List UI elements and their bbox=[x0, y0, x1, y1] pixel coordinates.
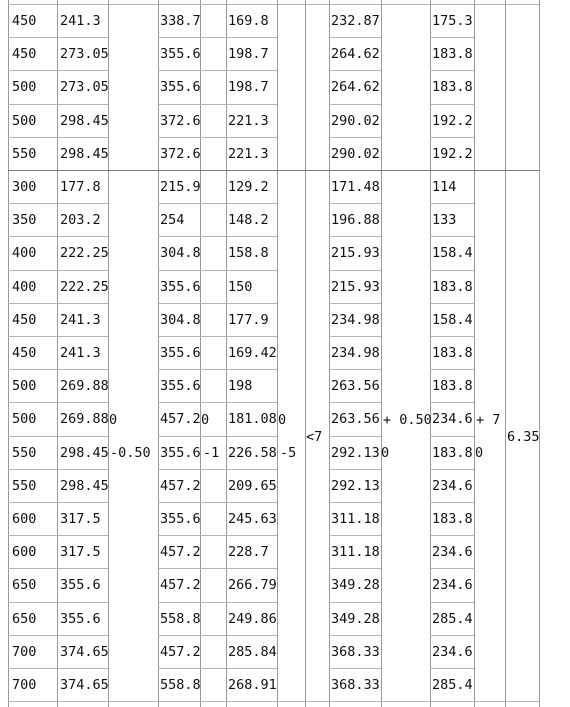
table-cell: 266.79 bbox=[228, 577, 277, 593]
row-divider bbox=[8, 502, 57, 503]
row-divider bbox=[329, 104, 381, 105]
row-divider bbox=[8, 303, 57, 304]
table-cell: 600 bbox=[12, 544, 37, 560]
table-cell: 500 bbox=[12, 113, 37, 129]
table-cell: 304.8 bbox=[160, 312, 201, 328]
table-cell: 355.6 bbox=[60, 577, 101, 593]
table-cell: 558.8 bbox=[160, 611, 201, 627]
table-cell: 158.8 bbox=[228, 245, 269, 261]
row-divider bbox=[430, 303, 474, 304]
row-divider bbox=[8, 668, 57, 669]
table-cell: 209.65 bbox=[228, 478, 277, 494]
row-divider bbox=[57, 635, 108, 636]
table-cell: 245.63 bbox=[228, 511, 277, 527]
table-cell: 350 bbox=[12, 212, 37, 228]
row-divider bbox=[158, 369, 200, 370]
table-cell: 457.2 bbox=[160, 411, 201, 427]
table-cell: 290.02 bbox=[331, 113, 380, 129]
table-cell: 171.48 bbox=[331, 179, 380, 195]
table-cell: 234.98 bbox=[331, 312, 380, 328]
row-divider bbox=[430, 203, 474, 204]
table-cell: 290.02 bbox=[331, 146, 380, 162]
table-cell: 400 bbox=[12, 279, 37, 295]
row-divider bbox=[158, 303, 200, 304]
row-divider bbox=[200, 502, 277, 503]
row-divider bbox=[329, 402, 381, 403]
row-divider bbox=[158, 668, 200, 669]
row-divider bbox=[200, 535, 277, 536]
row-divider bbox=[200, 668, 277, 669]
row-divider bbox=[329, 369, 381, 370]
row-divider bbox=[430, 668, 474, 669]
row-divider bbox=[430, 270, 474, 271]
table-cell: 183.8 bbox=[432, 445, 473, 461]
table-cell: 175.3 bbox=[432, 13, 473, 29]
table-cell: 264.62 bbox=[331, 79, 380, 95]
row-divider bbox=[200, 303, 277, 304]
tolerance-value: -5 bbox=[280, 445, 297, 461]
table-cell: 192.2 bbox=[432, 113, 473, 129]
tolerance-value: -0.50 bbox=[110, 445, 151, 461]
column-divider bbox=[108, 0, 109, 707]
row-divider bbox=[158, 502, 200, 503]
table-cell: 226.58 bbox=[228, 445, 277, 461]
table-cell: 317.5 bbox=[60, 544, 101, 560]
row-divider bbox=[200, 203, 277, 204]
table-cell: 158.4 bbox=[432, 312, 473, 328]
row-divider bbox=[57, 436, 108, 437]
row-divider bbox=[430, 635, 474, 636]
row-divider bbox=[329, 635, 381, 636]
row-divider bbox=[430, 336, 474, 337]
tolerance-value: -1 bbox=[203, 445, 220, 461]
row-divider bbox=[57, 402, 108, 403]
row-divider bbox=[430, 104, 474, 105]
row-divider bbox=[329, 37, 381, 38]
row-divider bbox=[430, 502, 474, 503]
table-cell: 292.13 bbox=[331, 478, 380, 494]
column-divider bbox=[277, 0, 278, 707]
table-cell: 198 bbox=[228, 378, 253, 394]
row-divider bbox=[57, 70, 108, 71]
row-divider bbox=[329, 203, 381, 204]
table-cell: 181.08 bbox=[228, 411, 277, 427]
row-divider bbox=[430, 568, 474, 569]
table-cell: 196.88 bbox=[331, 212, 380, 228]
table-cell: 234.6 bbox=[432, 544, 473, 560]
table-cell: 203.2 bbox=[60, 212, 101, 228]
table-cell: 263.56 bbox=[331, 411, 380, 427]
table-cell: 269.88 bbox=[60, 378, 109, 394]
row-divider bbox=[8, 402, 57, 403]
table-cell: 241.3 bbox=[60, 345, 101, 361]
table-cell: 457.2 bbox=[160, 478, 201, 494]
row-divider bbox=[8, 635, 57, 636]
table-cell: 215.93 bbox=[331, 279, 380, 295]
table-cell: 177.9 bbox=[228, 312, 269, 328]
row-divider bbox=[158, 270, 200, 271]
table-cell: 368.33 bbox=[331, 644, 380, 660]
table-cell: 298.45 bbox=[60, 445, 109, 461]
table-cell: 234.6 bbox=[432, 411, 473, 427]
row-divider bbox=[57, 236, 108, 237]
column-divider bbox=[8, 0, 9, 707]
table-cell: 550 bbox=[12, 478, 37, 494]
row-divider bbox=[329, 502, 381, 503]
table-cell: 183.8 bbox=[432, 46, 473, 62]
row-divider bbox=[8, 70, 57, 71]
table-cell: 355.6 bbox=[160, 345, 201, 361]
row-divider bbox=[8, 236, 57, 237]
row-divider bbox=[8, 701, 539, 702]
row-divider bbox=[200, 436, 277, 437]
row-divider bbox=[158, 469, 200, 470]
table-cell: 241.3 bbox=[60, 13, 101, 29]
table-cell: 234.6 bbox=[432, 577, 473, 593]
row-divider bbox=[57, 668, 108, 669]
table-cell: 349.28 bbox=[331, 577, 380, 593]
table-cell: 368.33 bbox=[331, 677, 380, 693]
row-divider bbox=[57, 502, 108, 503]
row-divider bbox=[329, 236, 381, 237]
row-divider bbox=[158, 535, 200, 536]
row-divider bbox=[329, 303, 381, 304]
table-cell: 215.93 bbox=[331, 245, 380, 261]
row-divider bbox=[8, 369, 57, 370]
row-divider bbox=[430, 369, 474, 370]
tolerance-value: + 7 bbox=[476, 412, 501, 428]
row-divider bbox=[430, 602, 474, 603]
table-cell: 150 bbox=[228, 279, 253, 295]
row-divider bbox=[8, 336, 57, 337]
row-divider bbox=[8, 37, 57, 38]
table-cell: 355.6 bbox=[160, 511, 201, 527]
table-cell: 450 bbox=[12, 46, 37, 62]
table-cell: 263.56 bbox=[331, 378, 380, 394]
table-cell: 558.8 bbox=[160, 677, 201, 693]
column-divider bbox=[329, 0, 330, 707]
row-divider bbox=[430, 37, 474, 38]
column-divider bbox=[505, 0, 506, 707]
row-divider bbox=[158, 236, 200, 237]
row-divider bbox=[200, 37, 277, 38]
row-divider bbox=[329, 70, 381, 71]
table-cell: 222.25 bbox=[60, 245, 109, 261]
table-cell: 374.65 bbox=[60, 677, 109, 693]
table-cell: 114 bbox=[432, 179, 457, 195]
table-cell: 177.8 bbox=[60, 179, 101, 195]
table-cell: 158.4 bbox=[432, 245, 473, 261]
row-divider bbox=[158, 104, 200, 105]
table-cell: 198.7 bbox=[228, 46, 269, 62]
column-divider bbox=[474, 0, 475, 707]
table-cell: 374.65 bbox=[60, 644, 109, 660]
table-cell: 254 bbox=[160, 212, 185, 228]
table-cell: 285.4 bbox=[432, 611, 473, 627]
column-divider bbox=[305, 0, 306, 707]
table-cell: 198.7 bbox=[228, 79, 269, 95]
table-cell: 550 bbox=[12, 146, 37, 162]
row-divider bbox=[57, 369, 108, 370]
table-cell: 249.86 bbox=[228, 611, 277, 627]
row-divider bbox=[329, 535, 381, 536]
table-cell: 273.05 bbox=[60, 46, 109, 62]
row-divider bbox=[329, 137, 381, 138]
column-divider bbox=[381, 0, 382, 707]
table-cell: 600 bbox=[12, 511, 37, 527]
tolerance-value: 0 bbox=[201, 412, 210, 428]
table-cell: 372.6 bbox=[160, 146, 201, 162]
row-divider bbox=[158, 436, 200, 437]
tolerance-value: 0 bbox=[109, 412, 118, 428]
row-divider bbox=[329, 270, 381, 271]
table-cell: 228.7 bbox=[228, 544, 269, 560]
table-cell: 550 bbox=[12, 445, 37, 461]
table-cell: 355.6 bbox=[60, 611, 101, 627]
row-divider bbox=[57, 37, 108, 38]
row-divider bbox=[200, 336, 277, 337]
table-cell: 264.62 bbox=[331, 46, 380, 62]
row-divider bbox=[158, 402, 200, 403]
row-divider bbox=[200, 236, 277, 237]
table-cell: 450 bbox=[12, 13, 37, 29]
column-divider bbox=[158, 0, 159, 707]
table-cell: 311.18 bbox=[331, 544, 380, 560]
row-divider bbox=[200, 469, 277, 470]
row-divider bbox=[8, 104, 57, 105]
table-cell: 450 bbox=[12, 312, 37, 328]
table-cell: 285.4 bbox=[432, 677, 473, 693]
table-cell: 268.91 bbox=[228, 677, 277, 693]
row-divider bbox=[200, 402, 277, 403]
row-divider bbox=[329, 668, 381, 669]
row-divider bbox=[430, 469, 474, 470]
table-cell: 234.98 bbox=[331, 345, 380, 361]
row-divider bbox=[158, 37, 200, 38]
table-cell: 234.6 bbox=[432, 478, 473, 494]
group-separator bbox=[8, 170, 539, 171]
row-divider bbox=[8, 568, 57, 569]
table-cell: 285.84 bbox=[228, 644, 277, 660]
table-cell: 650 bbox=[12, 611, 37, 627]
row-divider bbox=[329, 436, 381, 437]
table-cell: 500 bbox=[12, 79, 37, 95]
table-cell: 650 bbox=[12, 577, 37, 593]
table-cell: 311.18 bbox=[331, 511, 380, 527]
tolerance-value: 0 bbox=[475, 445, 484, 461]
tolerance-value: 0 bbox=[381, 445, 390, 461]
table-cell: 169.8 bbox=[228, 13, 269, 29]
table-cell: 192.2 bbox=[432, 146, 473, 162]
table-cell: 148.2 bbox=[228, 212, 269, 228]
table-cell: 183.8 bbox=[432, 345, 473, 361]
row-divider bbox=[57, 203, 108, 204]
row-divider bbox=[158, 568, 200, 569]
table-cell: 273.05 bbox=[60, 79, 109, 95]
tolerance-value: 6.35 bbox=[507, 429, 540, 445]
table-cell: 183.8 bbox=[432, 511, 473, 527]
table-cell: 500 bbox=[12, 411, 37, 427]
table-cell: 183.8 bbox=[432, 279, 473, 295]
table-cell: 215.9 bbox=[160, 179, 201, 195]
row-divider bbox=[8, 137, 57, 138]
tolerance-value: <7 bbox=[306, 429, 323, 445]
row-divider bbox=[57, 568, 108, 569]
table-cell: 700 bbox=[12, 677, 37, 693]
row-divider bbox=[200, 568, 277, 569]
table-cell: 234.6 bbox=[432, 644, 473, 660]
row-divider bbox=[430, 137, 474, 138]
row-divider bbox=[430, 535, 474, 536]
table-cell: 457.2 bbox=[160, 544, 201, 560]
row-divider bbox=[57, 303, 108, 304]
row-divider bbox=[200, 137, 277, 138]
table-cell: 183.8 bbox=[432, 79, 473, 95]
row-divider bbox=[158, 203, 200, 204]
row-divider bbox=[8, 469, 57, 470]
row-divider bbox=[158, 70, 200, 71]
table-cell: 222.25 bbox=[60, 279, 109, 295]
table-cell: 221.3 bbox=[228, 146, 269, 162]
table-cell: 457.2 bbox=[160, 644, 201, 660]
row-divider bbox=[8, 203, 57, 204]
tolerance-value: 0 bbox=[278, 412, 287, 428]
row-divider bbox=[329, 336, 381, 337]
row-divider bbox=[57, 104, 108, 105]
row-divider bbox=[158, 137, 200, 138]
row-divider bbox=[430, 236, 474, 237]
row-divider bbox=[200, 70, 277, 71]
row-divider bbox=[57, 535, 108, 536]
table-cell: 355.6 bbox=[160, 445, 201, 461]
table-cell: 338.7 bbox=[160, 13, 201, 29]
row-divider bbox=[57, 336, 108, 337]
table-cell: 372.6 bbox=[160, 113, 201, 129]
row-divider bbox=[158, 602, 200, 603]
table-cell: 450 bbox=[12, 345, 37, 361]
row-divider bbox=[158, 336, 200, 337]
row-divider bbox=[200, 270, 277, 271]
row-divider bbox=[8, 270, 57, 271]
row-divider bbox=[200, 369, 277, 370]
table-cell: 400 bbox=[12, 245, 37, 261]
row-divider bbox=[329, 568, 381, 569]
row-divider bbox=[430, 436, 474, 437]
table-cell: 269.88 bbox=[60, 411, 109, 427]
table-cell: 300 bbox=[12, 179, 37, 195]
table-cell: 700 bbox=[12, 644, 37, 660]
row-divider bbox=[158, 635, 200, 636]
table-cell: 298.45 bbox=[60, 478, 109, 494]
row-divider bbox=[200, 602, 277, 603]
table-cell: 355.6 bbox=[160, 46, 201, 62]
table-cell: 241.3 bbox=[60, 312, 101, 328]
table-cell: 349.28 bbox=[331, 611, 380, 627]
row-divider bbox=[430, 402, 474, 403]
row-divider bbox=[430, 70, 474, 71]
row-divider bbox=[200, 635, 277, 636]
table-cell: 221.3 bbox=[228, 113, 269, 129]
row-divider bbox=[329, 602, 381, 603]
table-cell: 129.2 bbox=[228, 179, 269, 195]
table-cell: 298.45 bbox=[60, 113, 109, 129]
table-cell: 169.42 bbox=[228, 345, 277, 361]
row-divider bbox=[8, 535, 57, 536]
table-cell: 355.6 bbox=[160, 279, 201, 295]
table-cell: 232.87 bbox=[331, 13, 380, 29]
row-divider bbox=[57, 270, 108, 271]
table-cell: 457.2 bbox=[160, 577, 201, 593]
table-cell: 355.6 bbox=[160, 378, 201, 394]
row-divider bbox=[57, 137, 108, 138]
row-divider bbox=[8, 436, 57, 437]
column-divider bbox=[430, 0, 431, 707]
table-cell: 183.8 bbox=[432, 378, 473, 394]
row-divider bbox=[57, 602, 108, 603]
table-cell: 500 bbox=[12, 378, 37, 394]
table-cell: 292.13 bbox=[331, 445, 380, 461]
row-divider bbox=[57, 469, 108, 470]
table-cell: 133 bbox=[432, 212, 457, 228]
table-cell: 298.45 bbox=[60, 146, 109, 162]
table-cell: 317.5 bbox=[60, 511, 101, 527]
row-divider bbox=[329, 469, 381, 470]
table-cell: 355.6 bbox=[160, 79, 201, 95]
tolerance-value: + 0.50 bbox=[383, 412, 432, 428]
column-divider bbox=[539, 0, 540, 707]
table-cell: 304.8 bbox=[160, 245, 201, 261]
row-divider bbox=[200, 104, 277, 105]
row-divider bbox=[8, 4, 539, 5]
row-divider bbox=[8, 602, 57, 603]
column-divider bbox=[57, 0, 58, 707]
column-divider bbox=[226, 0, 227, 707]
